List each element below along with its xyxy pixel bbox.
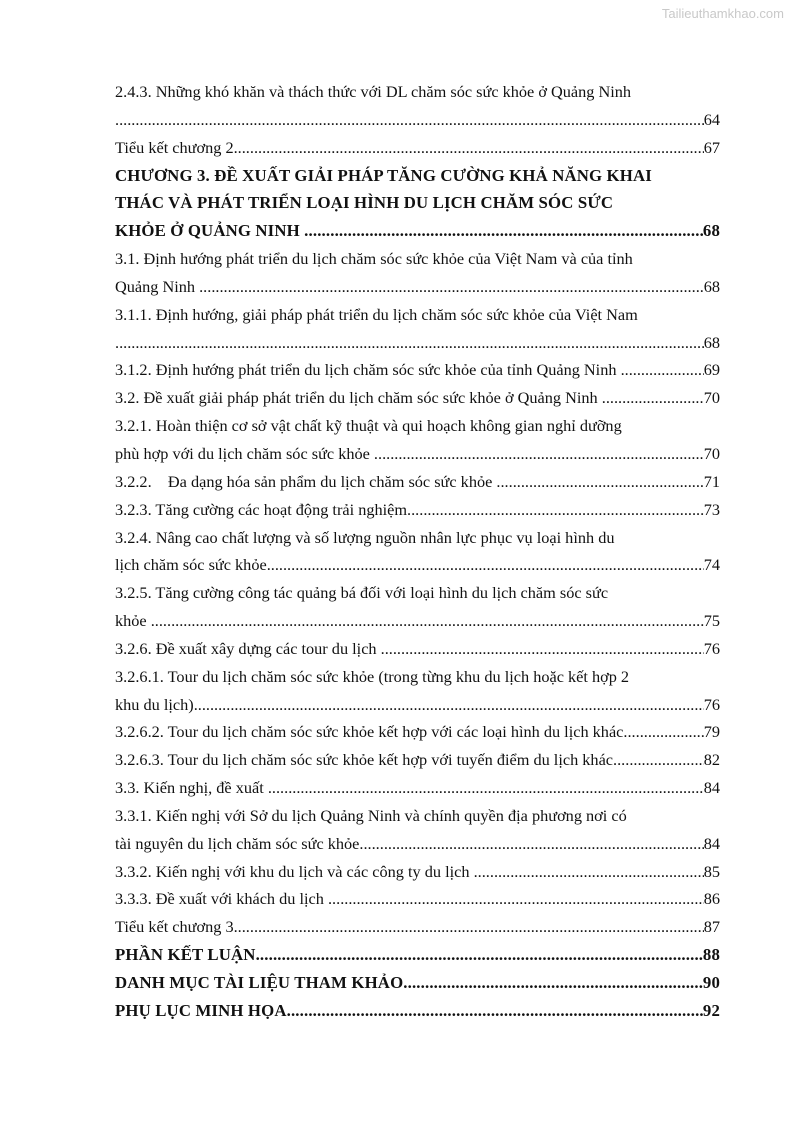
- toc-page-number: 84: [703, 778, 720, 798]
- toc-entry-leader-line: [115, 858, 720, 886]
- toc-entry-leader-line: [115, 273, 720, 301]
- toc-page-number: 86: [703, 889, 720, 909]
- dot-leader: [304, 217, 703, 245]
- dot-leader: [234, 134, 704, 162]
- toc-entry-leader-line: [115, 718, 720, 746]
- dot-leader: [613, 746, 704, 774]
- toc-entry: [115, 635, 720, 663]
- toc-page-number: 76: [703, 694, 720, 714]
- toc-page-number: 68: [703, 276, 720, 296]
- toc-entry: [115, 496, 720, 524]
- toc-page-number: 69: [703, 360, 720, 380]
- toc-page-number: 84: [703, 833, 720, 853]
- toc-entry-title: 3.2. Đề xuất giải pháp phát triển du lịch chăm sóc sức khỏe ở Quảng Ninh: [115, 388, 602, 408]
- toc-entry: [115, 941, 720, 969]
- toc-entry-line: 3.3.1. Kiến nghị với Sở du lịch Quảng Ninh và chính quyền địa phương nơi có: [115, 805, 627, 825]
- toc-entry: [115, 245, 720, 301]
- toc-entry: [115, 774, 720, 802]
- toc-page-number: 79: [703, 722, 720, 742]
- toc-entry-leader-line: [115, 913, 720, 941]
- dot-leader: [256, 941, 703, 969]
- toc-entry: [115, 356, 720, 384]
- toc-entry-leader-line: [115, 774, 720, 802]
- dot-leader: [267, 551, 704, 579]
- dot-leader: [474, 858, 704, 886]
- toc-entry-title: phù hợp với du lịch chăm sóc sức khỏe: [115, 443, 374, 463]
- dot-leader: [115, 329, 704, 357]
- toc-page-number: 88: [702, 945, 720, 965]
- toc-entry-line: CHƯƠNG 3. ĐỀ XUẤT GIẢI PHÁP TĂNG CƯỜNG KHẢ NĂNG KHAI: [115, 165, 652, 185]
- toc-entry-leader-line: [115, 885, 720, 913]
- toc-page-number: 75: [703, 611, 720, 631]
- toc-page-number: 85: [703, 861, 720, 881]
- toc-entry-title: 3.2.6.3. Tour du lịch chăm sóc sức khỏe kết hợp với tuyến điểm du lịch khác: [115, 750, 614, 770]
- dot-leader: [381, 635, 704, 663]
- toc-entry-line: 3.2.5. Tăng cường công tác quảng bá đối với loại hình du lịch chăm sóc sức: [115, 583, 609, 603]
- toc-entry: [115, 969, 720, 997]
- toc-entry: [115, 412, 720, 468]
- toc-entry-title: khu du lịch): [115, 694, 194, 714]
- dot-leader: [268, 774, 704, 802]
- toc-entry-line: 3.2.1. Hoàn thiện cơ sở vật chất kỹ thuật và qui hoạch không gian nghỉ dưỡng: [115, 416, 622, 436]
- toc-entry-leader-line: [115, 691, 720, 719]
- toc-entry: [115, 134, 720, 162]
- toc-entry-line: 3.2.6.1. Tour du lịch chăm sóc sức khỏe (trong từng khu du lịch hoặc kết hợp 2: [115, 666, 630, 686]
- toc-entry-leader-line: [115, 384, 720, 412]
- toc-entry-title: Tiểu kết chương 2: [115, 137, 234, 157]
- toc-page-number: 76: [703, 638, 720, 658]
- toc-entry-title: Quảng Ninh: [115, 276, 200, 296]
- dot-leader: [199, 273, 704, 301]
- dot-leader: [403, 969, 703, 997]
- dot-leader: [623, 718, 703, 746]
- toc-page-number: 68: [702, 221, 720, 241]
- toc-entry-line: 2.4.3. Những khó khăn và thách thức với DL chăm sóc sức khỏe ở Quảng Ninh: [115, 82, 632, 101]
- toc-entry: [115, 885, 720, 913]
- toc-page-number: 68: [703, 332, 720, 352]
- toc-entry-title: khỏe: [115, 611, 151, 631]
- toc-entry-leader-line: [115, 496, 720, 524]
- dot-leader: [234, 913, 704, 941]
- dot-leader: [115, 106, 704, 134]
- toc-entry-leader-line: [115, 941, 720, 969]
- toc-entry-title: 3.3. Kiến nghị, đề xuất: [115, 778, 268, 798]
- toc-entry-title: PHỤ LỤC MINH HỌA: [115, 1000, 287, 1020]
- toc-entry-title: 3.2.6.2. Tour du lịch chăm sóc sức khỏe kết hợp với các loại hình du lịch khác: [115, 722, 624, 742]
- dot-leader: [496, 468, 703, 496]
- toc-entry: [115, 997, 720, 1025]
- toc-entry: [115, 162, 720, 246]
- toc-entry: [115, 301, 720, 357]
- watermark: Tailieuthamkhao.com: [661, 6, 784, 21]
- dot-leader: [374, 440, 704, 468]
- toc-entry: [115, 579, 720, 635]
- toc-entry-leader-line: [115, 997, 720, 1025]
- dot-leader: [287, 997, 703, 1025]
- toc-page-number: 71: [703, 471, 720, 491]
- toc-entry: [115, 913, 720, 941]
- toc-entry: [115, 663, 720, 719]
- toc-entry-title: DANH MỤC TÀI LIỆU THAM KHẢO: [115, 973, 404, 992]
- toc-entry-leader-line: [115, 969, 720, 997]
- toc-entry-leader-line: [115, 134, 720, 162]
- toc-entry: [115, 468, 720, 496]
- dot-leader: [151, 607, 704, 635]
- table-of-contents: [115, 78, 720, 1025]
- dot-leader: [621, 356, 704, 384]
- toc-entry-leader-line: [115, 356, 720, 384]
- toc-entry-leader-line: [115, 329, 720, 357]
- toc-entry-title: tài nguyên du lịch chăm sóc sức khỏe: [115, 833, 360, 853]
- dot-leader: [194, 691, 704, 719]
- dot-leader: [602, 384, 704, 412]
- toc-entry-leader-line: [115, 217, 720, 245]
- toc-entry-line: 3.1.1. Định hướng, giải pháp phát triển du lịch chăm sóc sức khỏe của Việt Nam: [115, 304, 638, 324]
- toc-entry-title: 3.3.2. Kiến nghị với khu du lịch và các công ty du lịch: [115, 861, 474, 881]
- toc-entry-line: 3.2.4. Nâng cao chất lượng và số lượng nguồn nhân lực phục vụ loại hình du: [115, 527, 615, 547]
- toc-page-number: 87: [703, 917, 720, 937]
- toc-entry-leader-line: [115, 830, 720, 858]
- toc-entry-leader-line: [115, 607, 720, 635]
- toc-entry-title: Tiểu kết chương 3: [115, 917, 234, 937]
- toc-entry-title: 3.2.6. Đề xuất xây dựng các tour du lịch: [115, 638, 381, 658]
- toc-page-number: 90: [702, 973, 720, 992]
- toc-entry-title: PHẦN KẾT LUẬN: [115, 945, 256, 965]
- toc-page-number: 67: [703, 137, 720, 157]
- toc-entry-leader-line: [115, 635, 720, 663]
- toc-page-number: 70: [703, 443, 720, 463]
- toc-page-number: 82: [703, 750, 720, 770]
- toc-page-number: 74: [703, 555, 720, 575]
- dot-leader: [359, 830, 703, 858]
- toc-page-number: 92: [702, 1000, 720, 1020]
- toc-entry-leader-line: [115, 746, 720, 774]
- toc-entry-leader-line: [115, 468, 720, 496]
- toc-entry-line: 3.1. Định hướng phát triển du lịch chăm sóc sức khỏe của Việt Nam và của tỉnh: [115, 249, 633, 269]
- toc-page-number: 64: [703, 109, 720, 129]
- dot-leader: [407, 496, 704, 524]
- toc-entry: [115, 746, 720, 774]
- toc-entry-title: lịch chăm sóc sức khỏe: [115, 555, 267, 575]
- toc-entry-title: KHỎE Ở QUẢNG NINH: [115, 221, 305, 241]
- toc-entry-title: 3.2.3. Tăng cường các hoạt động trải nghiệm: [115, 499, 408, 519]
- toc-entry: [115, 78, 720, 134]
- toc-entry: [115, 858, 720, 886]
- toc-entry-leader-line: [115, 551, 720, 579]
- toc-page-number: 70: [703, 388, 720, 408]
- toc-entry: [115, 384, 720, 412]
- toc-entry: [115, 802, 720, 858]
- toc-entry-line: THÁC VÀ PHÁT TRIỂN LOẠI HÌNH DU LỊCH CHĂM SÓC SỨC: [115, 193, 614, 213]
- toc-entry-title: 3.2.2. Đa dạng hóa sản phẩm du lịch chăm sóc sức khỏe: [115, 471, 497, 491]
- toc-page-number: 73: [703, 499, 720, 519]
- toc-entry-title: 3.1.2. Định hướng phát triển du lịch chăm sóc sức khỏe của tỉnh Quảng Ninh: [115, 360, 621, 380]
- toc-entry-title: 3.3.3. Đề xuất với khách du lịch: [115, 889, 328, 909]
- toc-entry: [115, 718, 720, 746]
- toc-entry-leader-line: [115, 440, 720, 468]
- toc-entry: [115, 524, 720, 580]
- toc-entry-leader-line: [115, 106, 720, 134]
- dot-leader: [328, 885, 704, 913]
